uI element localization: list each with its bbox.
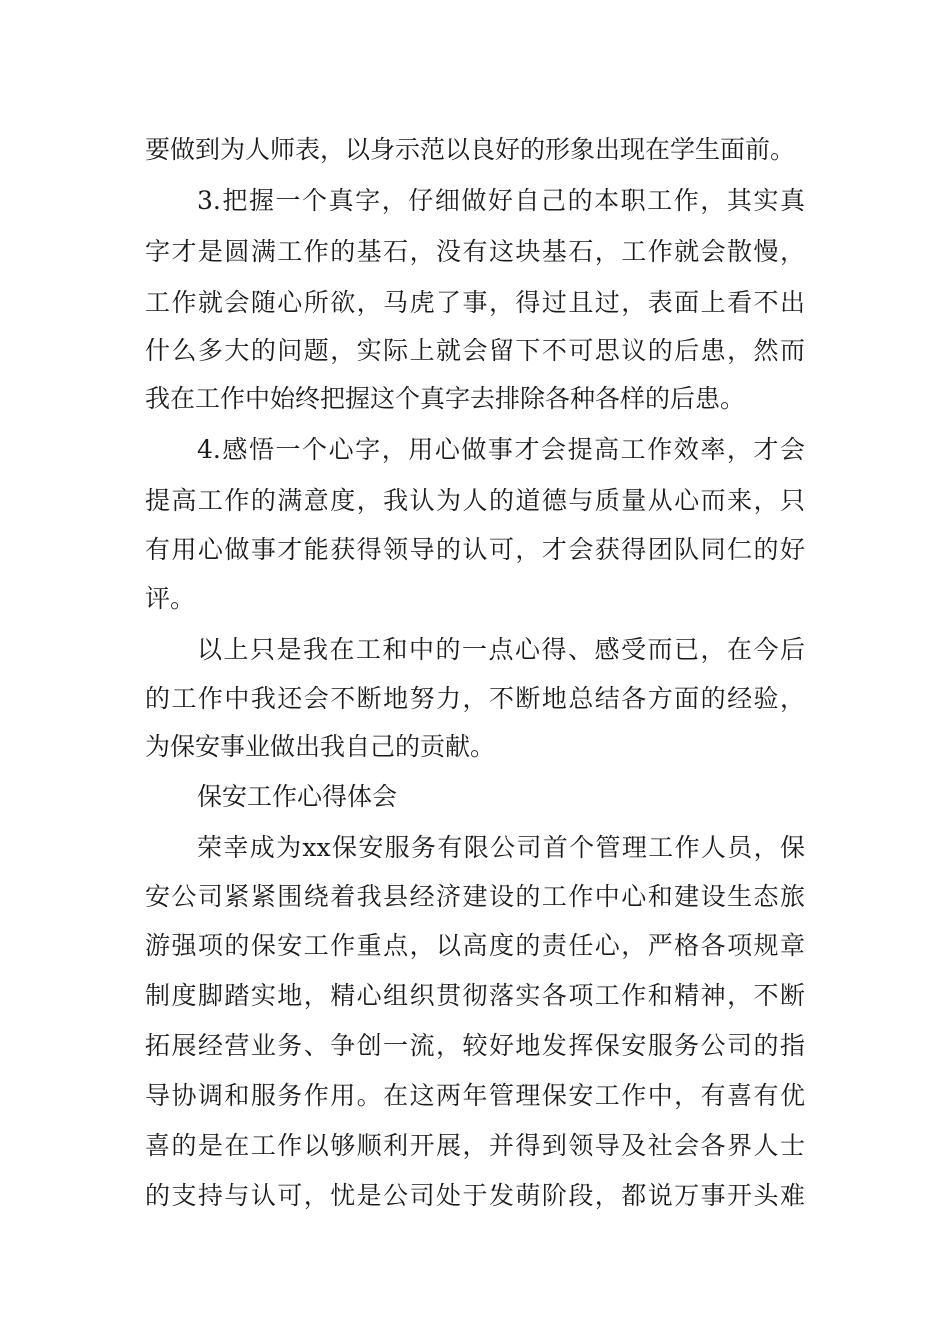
text-line: 荣幸成为xx保安服务有限公司首个管理工作人员，保 <box>197 833 805 862</box>
text-line: 字才是圆满工作的基石，没有这块基石，工作就会散慢， <box>145 237 805 266</box>
text-line: 喜的是在工作以够顺利开展，并得到领导及社会各界人士 <box>145 1131 805 1160</box>
text-line: 要做到为人师表，以身示范以良好的形象出现在学生面前。 <box>145 135 796 164</box>
text-line: 我在工作中始终把握这个真字去排除各种各样的后患。 <box>145 384 746 413</box>
text-line: 工作就会随心所欲，马虎了事，得过且过，表面上看不出 <box>145 288 805 317</box>
text-line: 有用心做事才能获得领导的认可，才会获得团队同仁的好 <box>145 535 805 564</box>
text-line: 的工作中我还会不断地努力，不断地总结各方面的经验， <box>145 684 805 713</box>
text-line: 以上只是我在工和中的一点心得、感受而已，在今后 <box>197 635 805 664</box>
text-line: 为保安事业做出我自己的贡献。 <box>145 732 496 761</box>
text-line: 拓展经营业务、争创一流，较好地发挥保安服务公司的指 <box>145 1031 805 1060</box>
text-line: 导协调和服务作用。在这两年管理保安工作中，有喜有优 <box>145 1081 805 1110</box>
text-line: 提高工作的满意度，我认为人的道德与质量从心而来，只 <box>145 486 805 515</box>
text-line: 安公司紧紧围绕着我县经济建设的工作中心和建设生态旅 <box>145 882 805 911</box>
section-heading: 保安工作心得体会 <box>197 782 398 811</box>
text-line: 3.把握一个真字，仔细做好自己的本职工作，其实真 <box>197 186 805 215</box>
text-line: 评。 <box>145 584 196 613</box>
text-line: 什么多大的问题，实际上就会留下不可思议的后患，然而 <box>145 336 805 365</box>
text-line: 制度脚踏实地，精心组织贯彻落实各项工作和精神，不断 <box>145 981 805 1010</box>
text-line: 的支持与认可，忧是公司处于发萌阶段，都说万事开头难 <box>145 1181 805 1210</box>
text-line: 游强项的保安工作重点，以高度的责任心，严格各项规章 <box>145 931 805 960</box>
text-line: 4.感悟一个心字，用心做事才会提高工作效率，才会 <box>197 435 805 464</box>
